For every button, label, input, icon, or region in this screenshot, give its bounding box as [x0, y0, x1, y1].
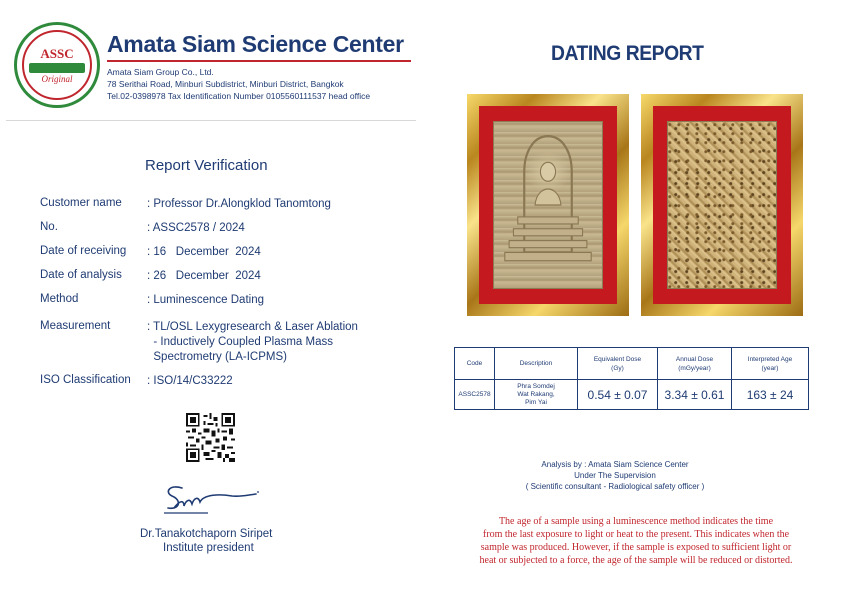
- customer-name-label: Customer name: [40, 197, 122, 209]
- method-value: : Luminescence Dating: [147, 294, 264, 306]
- header-description: Description: [495, 348, 578, 380]
- analysis-consultant: ( Scientific consultant - Radiological safety officer ): [525, 482, 705, 491]
- signature-icon: [160, 482, 265, 516]
- iso-value: : ISO/14/C33222: [147, 375, 233, 387]
- cell-description: Phra Somdej Wat Rakang, Pim Yai: [495, 380, 578, 410]
- verification-title: Report Verification: [145, 157, 268, 174]
- logo-tagline: Original: [41, 73, 73, 84]
- measurement-value-line2: - Inductively Coupled Plasma Mass: [147, 336, 333, 348]
- company-name: Amata Siam Science Center: [107, 31, 404, 57]
- header-divider: [107, 60, 411, 62]
- date-analysis-value: : 26 December 2024: [147, 270, 261, 282]
- note-line: from the last exposure to light or heat to the present. This indicates when the: [482, 529, 790, 540]
- method-label: Method: [40, 293, 79, 305]
- company-contact: Tel.02-0398978 Tax Identification Number 0105560111537 head office: [107, 91, 371, 101]
- results-table: [454, 347, 808, 410]
- date-analysis-label: Date of analysis: [40, 269, 122, 281]
- amulet-back-image: [667, 121, 777, 289]
- measurement-label: Measurement: [40, 320, 111, 332]
- header-interpreted-age: Interpreted Age (year): [732, 348, 809, 380]
- note-line: heat or subjected to a force, the age of the sample will be reduced or distorted.: [479, 555, 793, 566]
- cell-interpreted-age: 163 ± 24: [732, 380, 809, 410]
- company-address: 78 Serithai Road, Minburi Subdistrict, Minburi District, Bangkok: [107, 79, 344, 89]
- logo-abbr: ASSC: [40, 45, 74, 61]
- analysis-supervision: Under The Supervision: [574, 471, 656, 480]
- company-logo: [14, 22, 100, 108]
- dating-report-title: DATING REPORT: [551, 42, 704, 65]
- customer-name-value: : Professor Dr.Alongklod Tanomtong: [147, 198, 331, 210]
- qr-code-icon[interactable]: [186, 413, 235, 462]
- amulet-front-frame: [467, 94, 629, 316]
- header-equivalent-dose: Equivalent Dose (Gy): [578, 348, 658, 380]
- note-line: sample was produced. However, if the sample is exposed to sufficient light or: [480, 542, 792, 553]
- cell-equivalent-dose: 0.54 ± 0.07: [578, 380, 658, 410]
- luminescence-note: [436, 515, 836, 567]
- table-row: [455, 380, 809, 410]
- report-number-label: No.: [40, 221, 58, 233]
- date-receiving-value: : 16 December 2024: [147, 246, 261, 258]
- logo-seal: [22, 30, 92, 100]
- signatory-name: Dr.Tanakotchaporn Siripet: [140, 528, 273, 540]
- header-annual-dose: Annual Dose (mGy/year): [658, 348, 732, 380]
- date-receiving-label: Date of receiving: [40, 245, 127, 257]
- logo-banner: [29, 63, 85, 73]
- section-divider: [6, 120, 416, 121]
- cell-annual-dose: 3.34 ± 0.61: [658, 380, 732, 410]
- measurement-value-line3: Spectrometry (LA-ICPMS): [147, 351, 287, 363]
- note-line: The age of a sample using a luminescence method indicates the time: [498, 516, 774, 527]
- analysis-by: Analysis by : Amata Siam Science Center: [541, 460, 689, 469]
- company-group: Amata Siam Group Co., Ltd.: [107, 67, 214, 77]
- iso-label: ISO Classification: [40, 374, 131, 386]
- measurement-value-line1: : TL/OSL Lexygresearch & Laser Ablation: [147, 321, 358, 333]
- table-header-row: [455, 348, 809, 380]
- header-code: Code: [455, 348, 495, 380]
- cell-code: ASSC2578: [455, 380, 495, 410]
- amulet-front-image: [493, 121, 603, 289]
- report-number-value: : ASSC2578 / 2024: [147, 222, 245, 234]
- amulet-back-frame: [641, 94, 803, 316]
- signatory-title: Institute president: [163, 542, 254, 554]
